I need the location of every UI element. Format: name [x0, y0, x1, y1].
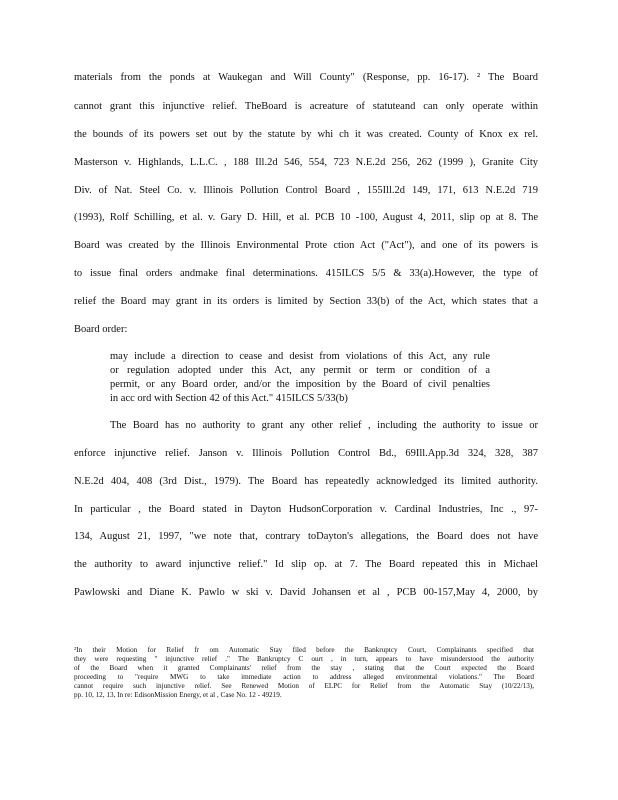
body-line: cannot grant this injunctive relief. TheBoard is acreature of statuteand can only operate within — [74, 101, 538, 112]
footnote-line: proceeding to "require MWG to take immediate action to address alleged environmental violations." The Board — [74, 673, 534, 681]
quote-line: in acc ord with Section 42 of this Act." 415ILCS 5/33(b) — [110, 393, 348, 404]
body-line: Board was created by the Illinois Environmental Prote ction Act ("Act"), and one of its powers is — [74, 240, 538, 251]
body-line: enforce injunctive relief. Janson v. Illinois Pollution Control Bd., 69Ill.App.3d 324, 328, 387 — [74, 448, 538, 459]
body-line: the bounds of its powers set out by the statute by whi ch it was created. County of Knox ex rel. — [74, 129, 538, 140]
body-line: Pawlowski and Diane K. Pawlo w ski v. David Johansen et al , PCB 00-157,May 4, 2000, by — [74, 587, 538, 598]
body-line: the authority to award injunctive relief." Id slip op. at 7. The Board repeated this in Michael — [74, 559, 538, 570]
body-line: to issue final orders andmake final determinations. 415ILCS 5/5 & 33(a).However, the type of — [74, 268, 538, 279]
body-line: 134, August 21, 1997, "we note that, contrary toDayton's allegations, the Board does not have — [74, 531, 538, 542]
footnote-line: ²In their Motion for Relief fr om Automatic Stay filed before the Bankruptcy Court, Complainants specified that — [74, 646, 534, 654]
body-line: relief the Board may grant in its orders is limited by Section 33(b) of the Act, which states that a — [74, 296, 538, 307]
quote-line: permit, or any Board order, and/or the imposition by the Board of civil penalties — [110, 379, 490, 390]
footnote-line: cannot require such injunctive relief. See Renewed Motion of ELPC for Relief from the Automatic Stay (10/22/13), — [74, 682, 534, 690]
body-line: The Board has no authority to grant any other relief , including the authority to issue or — [110, 420, 538, 431]
body-line: N.E.2d 404, 408 (3rd Dist., 1979). The Board has repeatedly acknowledged its limited authority. — [74, 476, 538, 487]
body-line: Board order: — [74, 324, 128, 335]
quote-line: may include a direction to cease and desist from violations of this Act, any rule — [110, 351, 490, 362]
footnote-line: of the Board when it granted Complainants' relief from the stay , stating that the Court expected the Board — [74, 664, 534, 672]
body-line: In particular , the Board stated in Dayton HudsonCorporation v. Cardinal Industries, Inc ., 97- — [74, 504, 538, 515]
body-line: Masterson v. Highlands, L.L.C. , 188 Ill.2d 546, 554, 723 N.E.2d 256, 262 (1999 ), Granite City — [74, 157, 538, 168]
body-line: (1993), Rolf Schilling, et al. v. Gary D. Hill, et al. PCB 10 -100, August 4, 2011, slip op at 8. The — [74, 212, 538, 223]
footnote-line: they were requesting " injunctive relief ." The Bankruptcy C ourt , in turn, appears to have misunderstood the authority — [74, 655, 534, 663]
body-line: Div. of Nat. Steel Co. v. Illinois Pollution Control Board , 155Ill.2d 149, 171, 613 N.E.2d 719 — [74, 185, 538, 196]
quote-line: or regulation adopted under this Act, any permit or term or condition of a — [110, 365, 490, 376]
body-line: materials from the ponds at Waukegan and Will County" (Response, pp. 16-17). ² The Board — [74, 72, 538, 83]
footnote-line: pp. 10, 12, 13, In re: EdisonMission Energy, et al , Case No. 12 - 49219. — [74, 691, 282, 699]
